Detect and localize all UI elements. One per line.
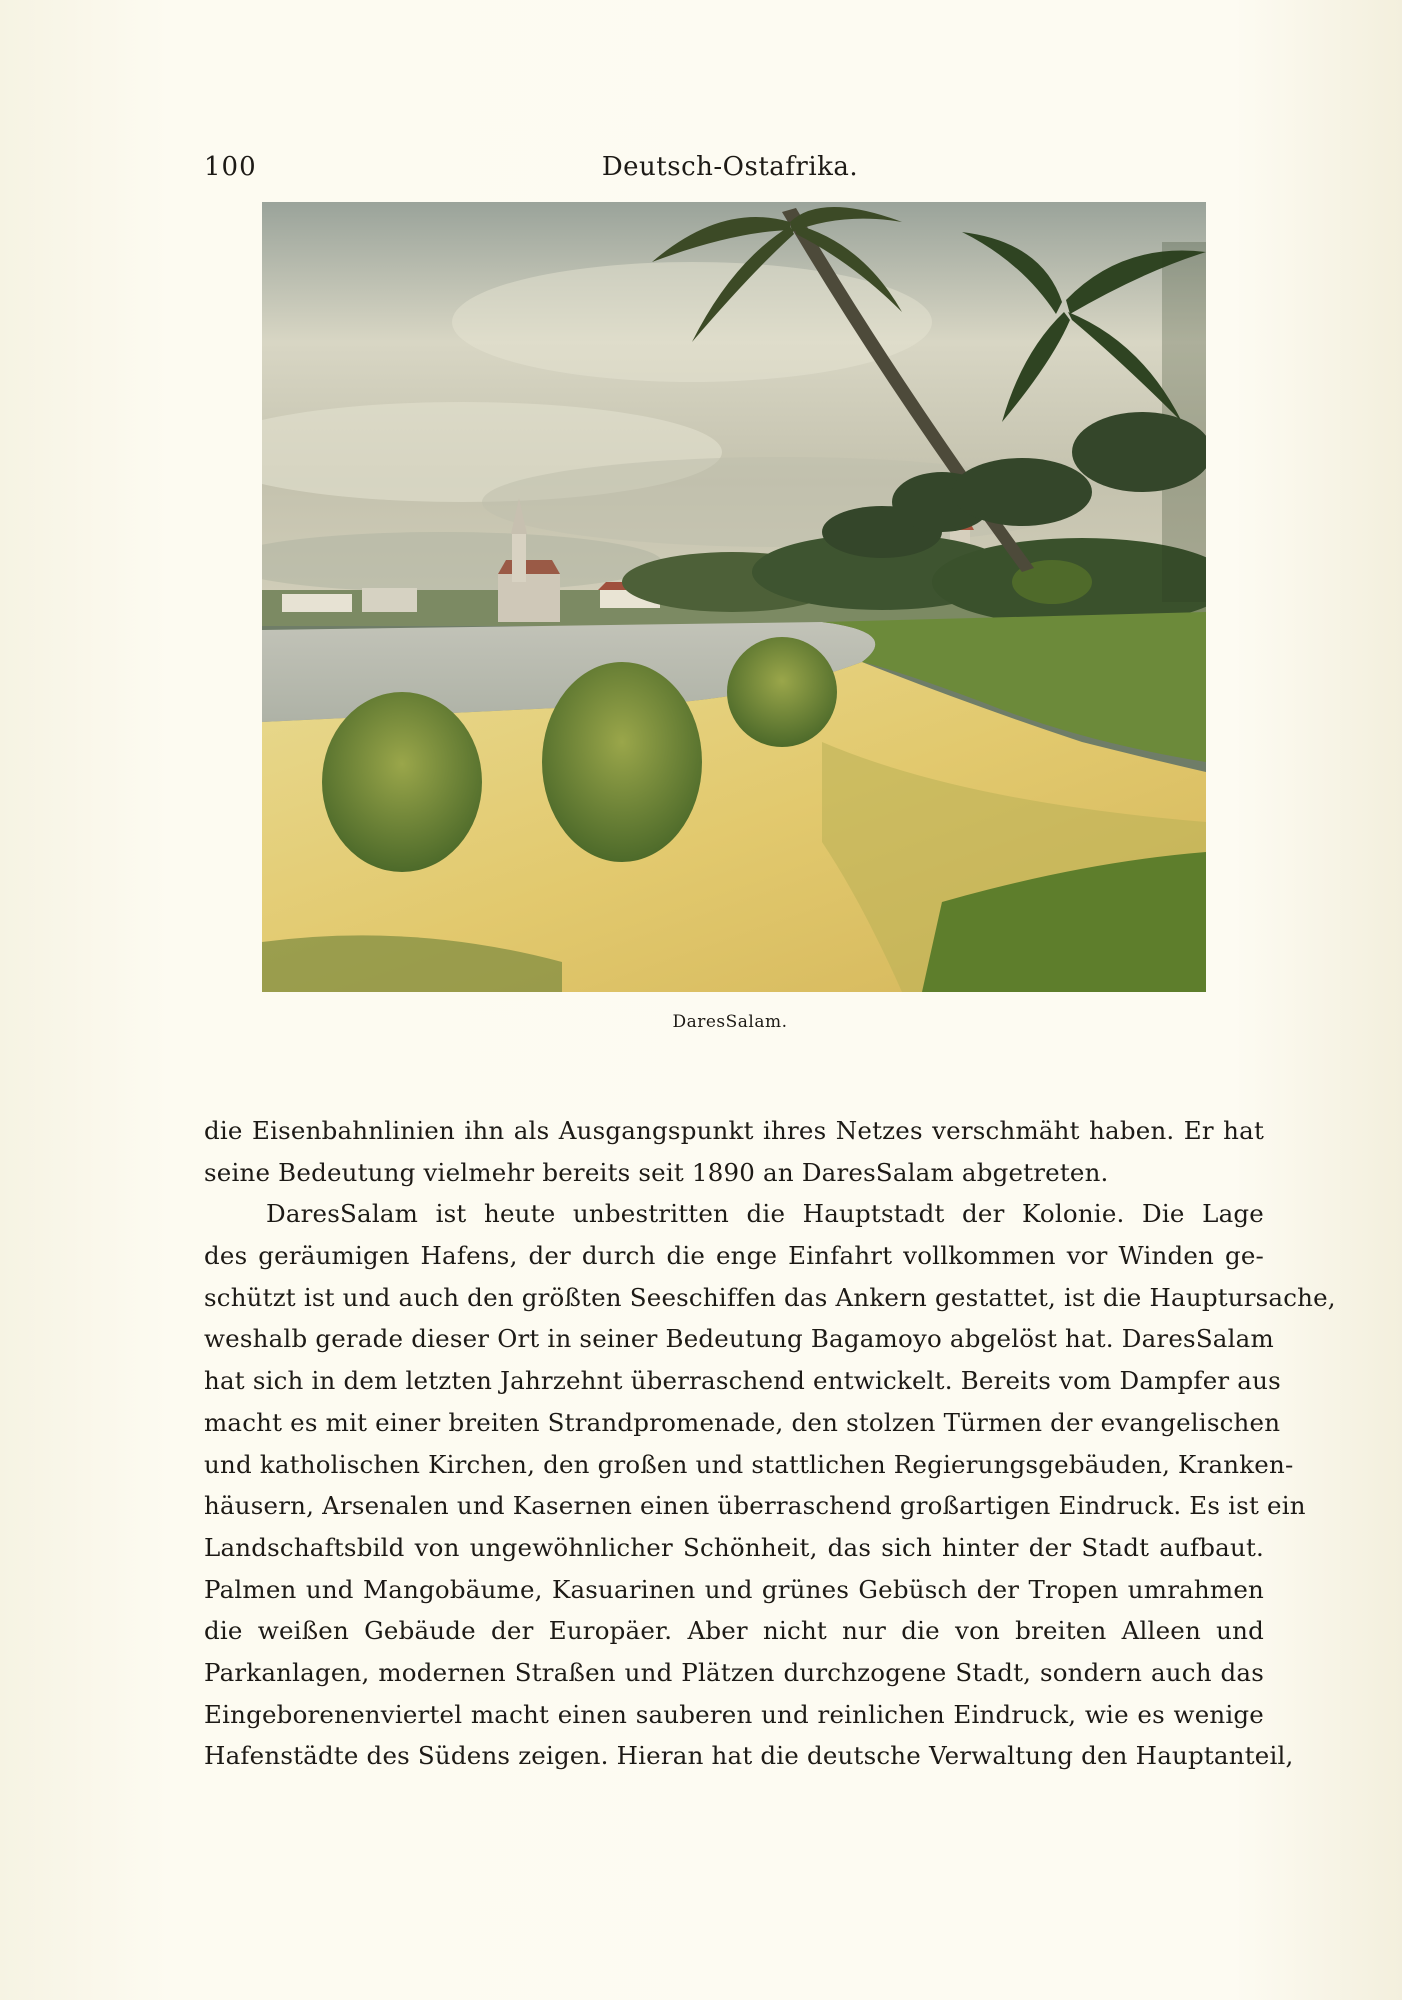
figure-caption: DaresSalam. — [672, 1012, 788, 1032]
text-line: DaresSalam ist heute unbestritten die Hauptstadt der Kolonie. Die Lage — [266, 1199, 1264, 1229]
text-line: schützt ist und auch den größten Seeschiffen das Ankern gestattet, ist die Hauptursache, — [204, 1282, 1336, 1312]
town-building — [282, 594, 352, 612]
text-line: weshalb gerade dieser Ort in seiner Bedeutung Bagamoyo abgelöst hat. DaresSalam — [204, 1324, 1274, 1354]
running-title: Deutsch-Ostafrika. — [601, 152, 859, 182]
text-line: macht es mit einer breiten Strandpromenade, den stolzen Türmen der evangelischen — [204, 1407, 1281, 1437]
text-line: hat sich in dem letzten Jahrzehnt überraschend entwickelt. Bereits vom Dampfer aus — [204, 1366, 1281, 1396]
text-line: Palmen und Mangobäume, Kasuarinen und grünes Gebüsch der Tropen umrahmen — [204, 1574, 1264, 1604]
text-line: die Eisenbahnlinien ihn als Ausgangspunkt ihres Netzes verschmäht haben. Er hat — [204, 1116, 1264, 1145]
bush — [542, 662, 702, 862]
page-number: 100 — [204, 152, 257, 182]
text-line: Landschaftsbild von ungewöhnlicher Schönheit, das sich hinter der Stadt aufbaut. — [204, 1532, 1264, 1562]
bush — [727, 637, 837, 747]
dar-es-salaam-landscape-photo — [262, 202, 1206, 992]
body-text — [204, 1110, 1336, 1777]
bush — [322, 692, 482, 872]
text-line: häusern, Arsenalen und Kasernen einen überraschend großartigen Eindruck. Es ist ein — [204, 1491, 1306, 1521]
color-photograph-plate — [262, 202, 1206, 992]
text-line: Hafenstädte des Südens zeigen. Hieran hat die deutsche Verwaltung den Hauptanteil, — [204, 1741, 1294, 1771]
text-line: Eingeborenenviertel macht einen sauberen und reinlichen Eindruck, wie es wenige — [204, 1699, 1264, 1729]
text-line: Parkanlagen, modernen Straßen und Plätzen durchzogene Stadt, sondern auch das — [204, 1657, 1264, 1687]
text-line: die weißen Gebäude der Europäer. Aber nicht nur die von breiten Alleen und — [204, 1616, 1264, 1646]
town-building — [362, 588, 417, 612]
text-line: seine Bedeutung vielmehr bereits seit 1890 an DaresSalam abgetreten. — [204, 1157, 1109, 1187]
text-line: und katholischen Kirchen, den großen und stattlichen Regierungsgebäuden, Kranken- — [204, 1449, 1294, 1479]
text-line: des geräumigen Hafens, der durch die enge Einfahrt vollkommen vor Winden ge- — [204, 1241, 1264, 1271]
